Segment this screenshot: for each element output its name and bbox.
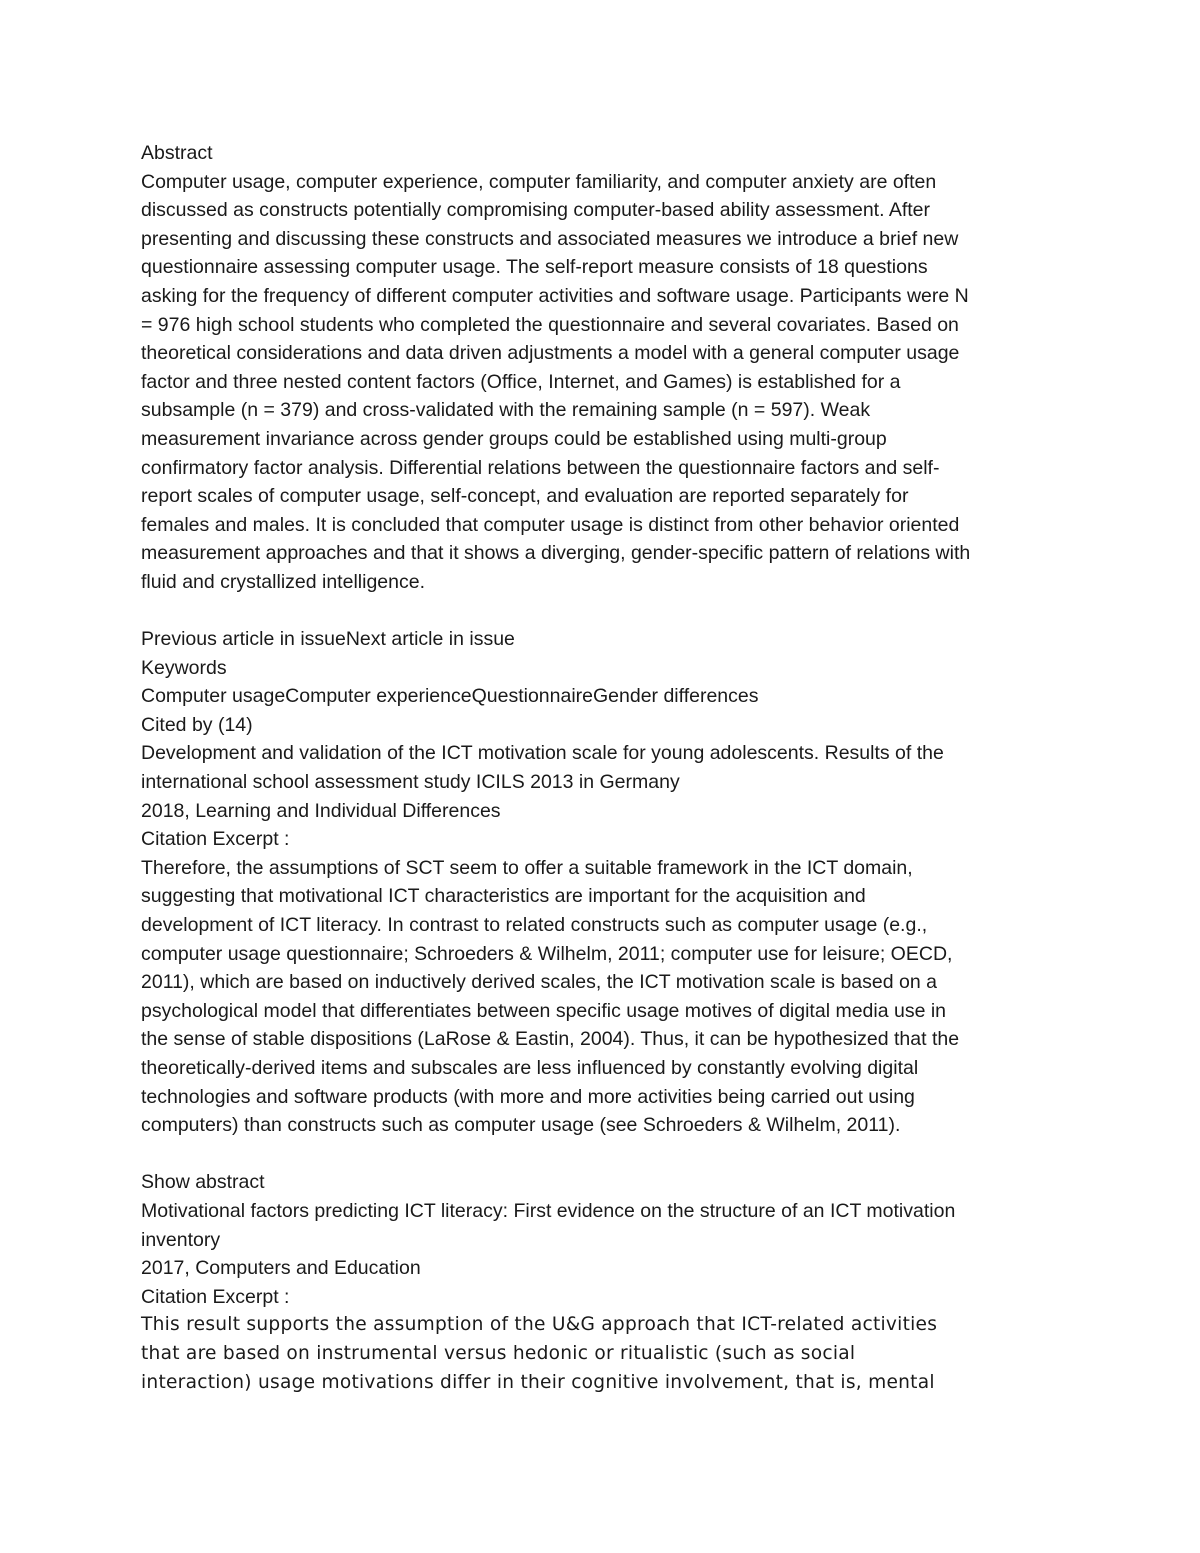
citation-excerpt-line: technologies and software products (with more and more activities being carried out using	[141, 1085, 915, 1108]
citation-title-line[interactable]: Development and validation of the ICT motivation scale for young adolescents. Results of the	[141, 742, 944, 765]
citation-item	[141, 739, 1071, 1139]
abstract-line: measurement invariance across gender groups could be established using multi-group	[141, 427, 887, 450]
abstract-line: measurement approaches and that it shows a diverging, gender-specific pattern of relations with	[141, 542, 971, 565]
citation-excerpt-line: suggesting that motivational ICT characteristics are important for the acquisition and	[141, 885, 866, 908]
citation-excerpt-line: development of ICT literacy. In contrast to related constructs such as computer usage (e.g.,	[141, 914, 928, 937]
paragraph-gap	[141, 1140, 1071, 1169]
abstract-heading: Abstract	[141, 142, 213, 164]
abstract-line: Computer usage, computer experience, computer familiarity, and computer anxiety are often	[141, 170, 937, 193]
citation-excerpt-line: This result supports the assumption of the U&G approach that ICT-related activities	[141, 1314, 938, 1336]
abstract-text	[141, 168, 1071, 597]
show-abstract-link[interactable]: Show abstract	[141, 1171, 265, 1194]
abstract-line: fluid and crystallized intelligence.	[141, 570, 425, 593]
abstract-line: females and males. It is concluded that computer usage is distinct from other behavior oriented	[141, 513, 960, 536]
citation-excerpt-line: computers) than constructs such as computer usage (see Schroeders & Wilhelm, 2011).	[141, 1114, 901, 1137]
citation-excerpt-line: that are based on instrumental versus hedonic or ritualistic (such as social	[141, 1342, 856, 1364]
abstract-line: theoretical considerations and data driven adjustments a model with a general computer usage	[141, 342, 960, 365]
abstract-line: subsample (n = 379) and cross-validated with the remaining sample (n = 597). Weak	[141, 399, 871, 422]
citation-title-line[interactable]: Motivational factors predicting ICT literacy: First evidence on the structure of an ICT motivation	[141, 1199, 956, 1222]
abstract-line: factor and three nested content factors (Office, Internet, and Games) is established for a	[141, 370, 901, 393]
abstract-line: = 976 high school students who completed the questionnaire and several covariates. Based on	[141, 313, 959, 336]
keywords-heading: Keywords	[141, 656, 227, 679]
abstract-line: discussed as constructs potentially compromising computer-based ability assessment. After	[141, 199, 931, 222]
abstract-line: confirmatory factor analysis. Differential relations between the questionnaire factors and self-	[141, 456, 940, 479]
abstract-line: presenting and discussing these constructs and associated measures we introduce a brief new	[141, 227, 959, 250]
citation-excerpt-line: theoretically-derived items and subscales are less influenced by constantly evolving digital	[141, 1057, 919, 1079]
paragraph-gap	[141, 597, 1071, 626]
cited-by-heading: Cited by (14)	[141, 713, 253, 736]
abstract-line: asking for the frequency of different computer activities and software usage. Participants were N	[141, 284, 969, 307]
citation-title-line[interactable]: international school assessment study ICILS 2013 in Germany	[141, 771, 680, 794]
abstract-line: report scales of computer usage, self-concept, and evaluation are reported separately for	[141, 485, 909, 508]
prev-next-article-links[interactable]: Previous article in issueNext article in issue	[141, 628, 515, 651]
abstract-line: questionnaire assessing computer usage. The self-report measure consists of 18 questions	[141, 256, 928, 279]
document-body	[141, 139, 1071, 1397]
citation-excerpt-line: the sense of stable dispositions (LaRose & Eastin, 2004). Thus, it can be hypothesized that the	[141, 1028, 960, 1051]
citation-excerpt-line: interaction) usage motivations differ in their cognitive involvement, that is, mental	[141, 1371, 935, 1393]
citation-source: 2018, Learning and Individual Differences	[141, 799, 501, 822]
citation-excerpt-line: 2011), which are based on inductively derived scales, the ICT motivation scale is based on a	[141, 971, 937, 994]
citation-excerpt-line: psychological model that differentiates between specific usage motives of digital media use in	[141, 999, 947, 1022]
citation-source: 2017, Computers and Education	[141, 1257, 421, 1280]
citation-title-line[interactable]: inventory	[141, 1228, 221, 1251]
citation-excerpt-label: Citation Excerpt :	[141, 1285, 290, 1308]
citation-excerpt-label: Citation Excerpt :	[141, 828, 290, 851]
citation-excerpt-line: computer usage questionnaire; Schroeders & Wilhelm, 2011; computer use for leisure; OECD,	[141, 942, 953, 965]
citation-excerpt-line: Therefore, the assumptions of SCT seem to offer a suitable framework in the ICT domain,	[141, 856, 913, 879]
citation-item	[141, 1197, 1071, 1397]
keywords-list: Computer usageComputer experienceQuestionnaireGender differences	[141, 685, 759, 708]
